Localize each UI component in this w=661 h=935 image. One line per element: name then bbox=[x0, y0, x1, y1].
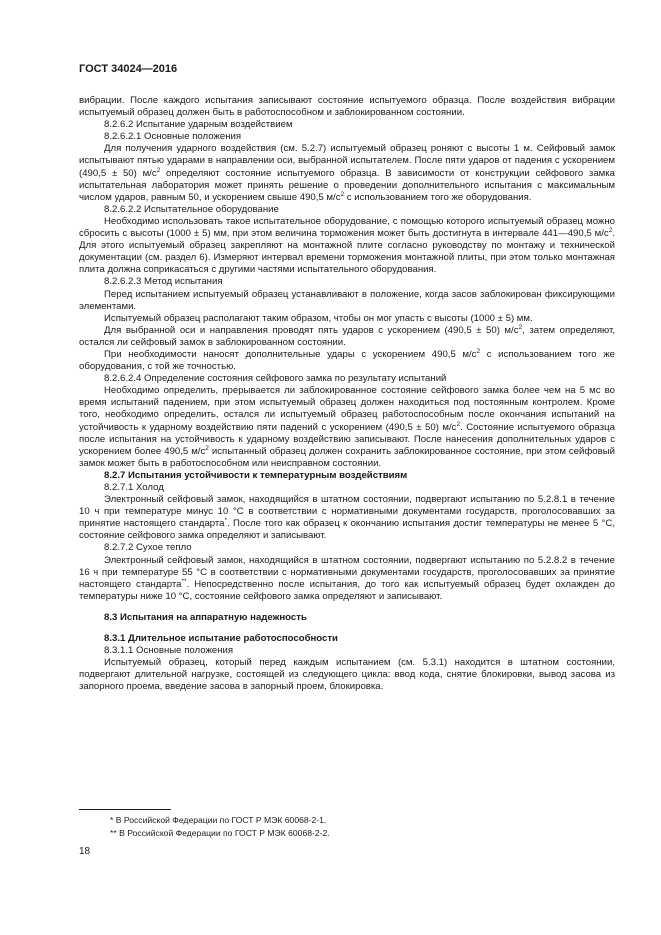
paragraph: вибрации. После каждого испытания записывают состояние испытуемого образца. После воздействия вибрации испытуемый образец должен быть в работоспособном и заблокированном состоянии. bbox=[79, 95, 615, 119]
paragraph: Необходимо использовать такое испытательное оборудование, с помощью которого испытуемый образец можно сбросить с высоты (1000 ± 5) мм, при этом величина торможения может быть достигнута в интервале 441—490,5 $м/с^2$. Для этого испытуемый образец закрепляют на монтажной плите согласно руководству по монтажу и технической документации (см. раздел 6). Измеряют интервал времени торможения монтажной плиты, при этом только монтажная плита должна соприкасаться с другими частями испытательного оборудования. bbox=[79, 215, 615, 276]
section-heading: 8.2.7.2 Сухое тепло bbox=[104, 542, 192, 554]
section-heading: 8.2.6.2 Испытание ударным воздействием bbox=[104, 119, 293, 131]
paragraph: Испытуемый образец располагают таким образом, чтобы он мог упасть с высоты (1000 ± 5) мм. bbox=[104, 312, 533, 324]
paragraph: Для получения ударного воздействия (см. 5.2.7) испытуемый образец роняют с высоты 1 м. Сейфовый замок испытывают пятью ударами в направлении оси, выбранной испытателем. После пяти ударов от падения с ускорением (490,5 ± 50) $м/с^2$ определяют состояние испытуемого образца. В зависимости от конструкции сейфового замка испытательная лаборатория может принять решение о проведении дополнительного испытания с максимальным числом ударов, равным 50, и ускорением свыше 490,5 $м/с^2$ с использованием того же оборудования. bbox=[79, 143, 616, 203]
document-header: ГОСТ 34024—2016 bbox=[79, 63, 178, 75]
paragraph: При необходимости наносят дополнительные удары с ускорением 490,5 $м/с^2$ с использованием того же оборудования, с той же точностью. bbox=[79, 347, 615, 373]
section-heading: 8.3.1.1 Основные положения bbox=[104, 645, 234, 657]
footnote-separator bbox=[79, 809, 171, 810]
page-number: 18 bbox=[79, 846, 91, 857]
section-heading: 8.2.7.1 Холод bbox=[104, 482, 164, 493]
section-heading: 8.2.6.2.3 Метод испытания bbox=[104, 276, 223, 288]
footnote: ** В Российской Федерации по ГОСТ Р МЭК 60068-2-2. bbox=[110, 828, 330, 838]
section-heading: 8.2.6.2.2 Испытательное оборудование bbox=[104, 203, 279, 215]
page-body bbox=[79, 95, 615, 694]
section-heading-bold: 8.2.7 Испытания устойчивости к температурным воздействиям bbox=[104, 469, 408, 481]
footnote: * В Российской Федерации по ГОСТ Р МЭК 60068-2-1. bbox=[110, 815, 327, 825]
paragraph: Электронный сейфовый замок, находящийся в штатном состоянии, подвергают испытанию по 5.2.8.2 в течение 16 ч при температуре 55 °С в соответствии с нормативными документами государств, проголосовавших за принятие настоящего стандарта**. Непосредственно после испытания, до того как испытуемый образец будет охлажден до температуры ниже 10 °С, состояние сейфового замка определяют и записывают. bbox=[79, 554, 615, 602]
paragraph: Электронный сейфовый замок, находящийся в штатном состоянии, подвергают испытанию по 5.2.8.1 в течение 10 ч при температуре минус 10 °С в соответствии с нормативными документами государств, проголосовавших за принятие настоящего стандарта*. После того как образец к окончанию испытания достиг температуры не менее 5 °С, состояние сейфового замка определяют и записывают. bbox=[79, 494, 615, 542]
paragraph: Перед испытанием испытуемый образец устанавливают в положение, когда засов заблокирован фиксирующими элементами. bbox=[79, 288, 615, 312]
paragraph: Необходимо определить, прерывается ли заблокированное состояние сейфового замка более чем на 5 мс во время испытаний падением, при этом испытуемый образец должен находиться под постоянным контролем. Кроме того, необходимо определить, остался ли испытуемый образец работоспособным после окончания испытаний на устойчивость к ударному воздействию пяти падений с ускорением (490,5 ± 50) $м/с^2$. Состояние испытуемого образца после испытания на устойчивость к ударному воздействию записывают. После нанесения дополнительных ударов с ускорением более 490,5 $м/с^2$ испытанный образец должен сохранить заблокированное состояние, при этом сейфовый замок может быть в работоспособном или неисправном состоянии. bbox=[79, 385, 615, 469]
section-heading: 8.2.6.2.1 Основные положения bbox=[104, 131, 242, 143]
paragraph: Испытуемый образец, который перед каждым испытанием (см. 5.3.1) находится в штатном состоянии, подвергают длительной нагрузке, состоящей из следующего цикла: ввод кода, снятие блокировки, вывод засова из запорного проема, введение засова в запорный проем, блокировка. bbox=[79, 657, 615, 693]
paragraph: Для выбранной оси и направления проводят пять ударов с ускорением (490,5 ± 50) $м/с^2$, затем определяют, остался ли сейфовый замок в заблокированном состоянии. bbox=[79, 323, 615, 348]
section-heading: 8.2.6.2.4 Определение состояния сейфового замка по результату испытаний bbox=[104, 373, 447, 385]
section-heading-bold: 8.3 Испытания на аппаратную надежность bbox=[104, 611, 307, 623]
section-heading-bold: 8.3.1 Длительное испытание работоспособности bbox=[104, 633, 338, 645]
